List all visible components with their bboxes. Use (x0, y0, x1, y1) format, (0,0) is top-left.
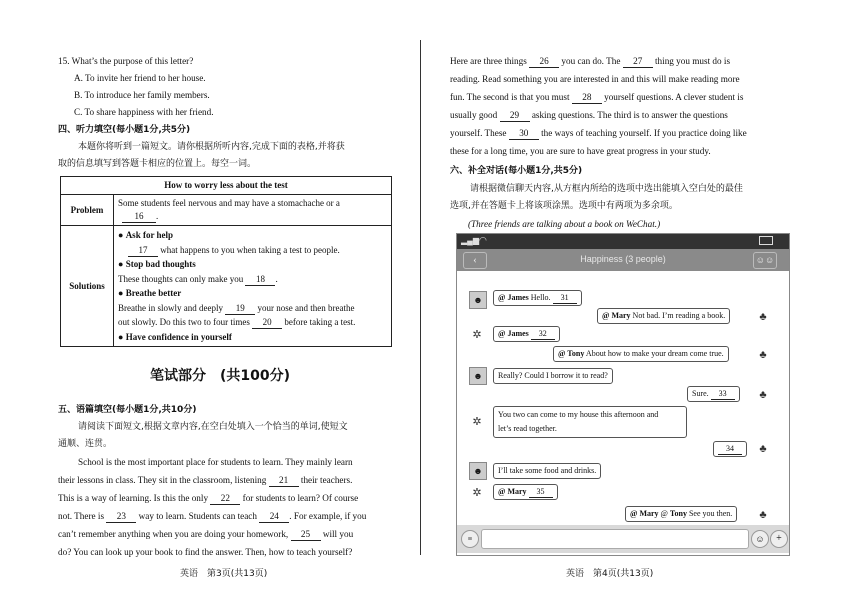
blank-34[interactable]: 34 (718, 443, 742, 455)
table-header: How to worry less about the test (61, 177, 392, 195)
blank-29[interactable]: 29 (500, 110, 530, 122)
avatar-girl: ☻ (469, 462, 487, 480)
message-7: You two can come to my house this afternoon and let’s read together. (493, 406, 687, 438)
line-19-pre: Breathe in slowly and deeply (118, 302, 223, 313)
mention: @ James (498, 293, 529, 302)
line-20-pre: out slowly. Do this two to four times (118, 317, 250, 327)
section4-instruction-2: 取的信息填写到答题卡相应的位置上。每空一词。 (58, 159, 257, 169)
avatar-robot: ✲ (472, 416, 482, 428)
problem-text: Some students feel nervous and may have a stomachache or a (118, 198, 340, 208)
blank-24[interactable]: 24 (259, 511, 289, 523)
passage-line-3: This is a way of learning. Is this the only 22 for students to learn? Of course (58, 493, 359, 503)
message-3: @ James 32 (493, 326, 560, 342)
message-1: @ James Hello. 31 (493, 290, 582, 306)
blank-17[interactable]: 17 (128, 245, 158, 257)
blank-31[interactable]: 31 (553, 292, 577, 304)
message-6: Sure. 33 (687, 386, 740, 402)
avatar-boy: ♣ (759, 443, 767, 455)
line-17-text: what happens to you when taking a test to people. (160, 244, 340, 255)
q15-option-b[interactable]: B. To introduce her family members. (74, 90, 210, 100)
problem-label: Problem (61, 195, 114, 226)
page-divider (420, 40, 421, 555)
avatar-girl: ☻ (469, 367, 487, 385)
blank-27[interactable]: 27 (623, 56, 653, 68)
chat-title: Happiness (3 people) (580, 254, 666, 264)
blank-35[interactable]: 35 (529, 486, 553, 498)
line-18-text: These thoughts can only make you (118, 273, 244, 284)
blank-22[interactable]: 22 (210, 493, 240, 505)
avatar-boy: ♣ (759, 509, 767, 521)
blank-16[interactable]: 16 (122, 211, 156, 223)
right-line-6: these for a long time, you are sure to have great progress in your study. (450, 146, 711, 156)
solution-1-title: Ask for help (125, 230, 174, 240)
blank-30[interactable]: 30 (509, 128, 539, 140)
blank-33[interactable]: 33 (711, 388, 735, 400)
passage-line-6: do? You can look up your book to find the answer. Then, how to teach yourself? (58, 547, 353, 557)
back-button[interactable]: ‹ (463, 252, 487, 269)
bullet-icon: ● (118, 230, 124, 240)
chat-input-bar (457, 525, 789, 553)
solution-2-title: Stop bad thoughts (125, 259, 196, 269)
bullet-icon: ● (118, 288, 124, 298)
right-line-2: reading. Read something you are interested in and this will make reading more (450, 74, 740, 84)
section5-instruction-2: 通顺、连贯。 (58, 439, 113, 449)
solution-3-title: Breathe better (125, 288, 182, 298)
battery-icon (759, 236, 773, 245)
blank-21[interactable]: 21 (269, 475, 299, 487)
message-2: @ Mary Not bad. I’m reading a book. (597, 308, 730, 324)
section6-instruction-1: 请根据微信聊天内容,从方框内所给的选项中选出能填入空白处的最佳 (470, 184, 743, 194)
section6-instruction-2: 选项,并在答题卡上将该项涂黑。选项中有两项为多余项。 (450, 201, 678, 211)
bullet-icon: ● (118, 331, 124, 342)
message-4: @ Tony About how to make your dream come true. (553, 346, 729, 362)
message-10: @ Mary 35 (493, 484, 558, 500)
section6-title: 六、补全对话(每小题1分,共5分) (450, 166, 583, 176)
blank-18[interactable]: 18 (245, 274, 275, 286)
passage-line-1: School is the most important place for students to learn. They mainly learn (78, 457, 353, 467)
right-line-3: fun. The second is that you must 28 yourself questions. A clever student is (450, 92, 744, 102)
passage-line-4: not. There is 23 way to learn. Students can teach 24 . For example, if you (58, 511, 367, 521)
blank-28[interactable]: 28 (572, 92, 602, 104)
blank-26[interactable]: 26 (529, 56, 559, 68)
passage-line-5: can’t remember anything when you are doing your homework, 25 will you (58, 529, 354, 539)
page-footer-left: 英语 第3页(共13页) (180, 569, 268, 579)
worry-table (60, 176, 392, 347)
section4-title: 四、听力填空(每小题1分,共5分) (58, 125, 191, 135)
avatar-robot: ✲ (472, 487, 482, 499)
signal-icon: ▂▄▆ (461, 236, 479, 245)
q15-stem: 15. What’s the purpose of this letter? (58, 56, 194, 66)
blank-23[interactable]: 23 (106, 511, 136, 523)
blank-20[interactable]: 20 (252, 317, 282, 329)
message-11: @ Mary @ Tony See you then. (625, 506, 737, 522)
right-line-5: yourself. These 30 the ways of teaching yourself. If you practice doing like (450, 128, 747, 138)
emoji-icon[interactable]: ☺ (751, 530, 769, 548)
passage-line-2: their lessons in class. They sit in the classroom, listening 21 their teachers. (58, 475, 353, 485)
section4-instruction-1: 本题你将听到一篇短文。请你根据所听内容,完成下面的表格,并将获 (78, 142, 345, 152)
solutions-label: Solutions (61, 226, 114, 347)
dialogue-context: (Three friends are talking about a book on WeChat.) (468, 219, 661, 229)
problem-cell: Some students feel nervous and may have a stomachache or a 16 . (114, 195, 392, 226)
written-part-title: 笔试部分 (共100分) (150, 368, 291, 384)
q15-option-a[interactable]: A. To invite her friend to her house. (74, 73, 206, 83)
avatar-boy: ♣ (759, 349, 767, 361)
avatar-boy: ♣ (759, 311, 767, 323)
wifi-icon: ◠ (479, 235, 487, 245)
solution-4-title: Have confidence in yourself (125, 331, 232, 342)
message-8 (713, 441, 747, 457)
avatar-girl: ☻ (469, 291, 487, 309)
bullet-icon: ● (118, 259, 124, 269)
blank-19[interactable]: 19 (225, 303, 255, 315)
line-19-post: your nose and then breathe (257, 302, 355, 313)
voice-icon[interactable]: ≡ (461, 530, 479, 548)
blank-32[interactable]: 32 (531, 328, 555, 340)
message-5: Really? Could I borrow it to read? (493, 368, 613, 384)
section5-instruction-1: 请阅读下面短文,根据文章内容,在空白处填入一个恰当的单词,使短文 (78, 422, 348, 432)
avatar-robot: ✲ (472, 329, 482, 341)
status-bar (457, 234, 789, 249)
right-line-1: Here are three things 26 you can do. The 27 thing you must do is (450, 56, 731, 66)
message-input[interactable] (481, 529, 749, 549)
blank-25[interactable]: 25 (291, 529, 321, 541)
q15-option-c[interactable]: C. To share happiness with her friend. (74, 107, 214, 117)
wechat-screen (456, 233, 790, 556)
message-9: I’ll take some food and drinks. (493, 463, 601, 479)
page-footer-right: 英语 第4页(共13页) (566, 569, 654, 579)
section5-title: 五、语篇填空(每小题1分,共10分) (58, 405, 197, 415)
group-members-icon[interactable]: ☺☺ (753, 252, 777, 269)
right-line-4: usually good 29 asking questions. The third is to answer the questions (450, 110, 728, 120)
plus-icon[interactable]: + (770, 530, 788, 548)
solutions-cell: ● Ask for help 17 what happens to you when taking a test to people. ● Stop bad thoughts These thoughts can only make you 18 . ● Breathe better Breathe in slowly and deeply 19 your nose and then breathe out slowly. Do this two to four times 20 before taking a test. ● Have confidence in yourself (114, 226, 392, 347)
avatar-boy: ♣ (759, 389, 767, 401)
line-20-post: before taking a test. (284, 317, 356, 327)
